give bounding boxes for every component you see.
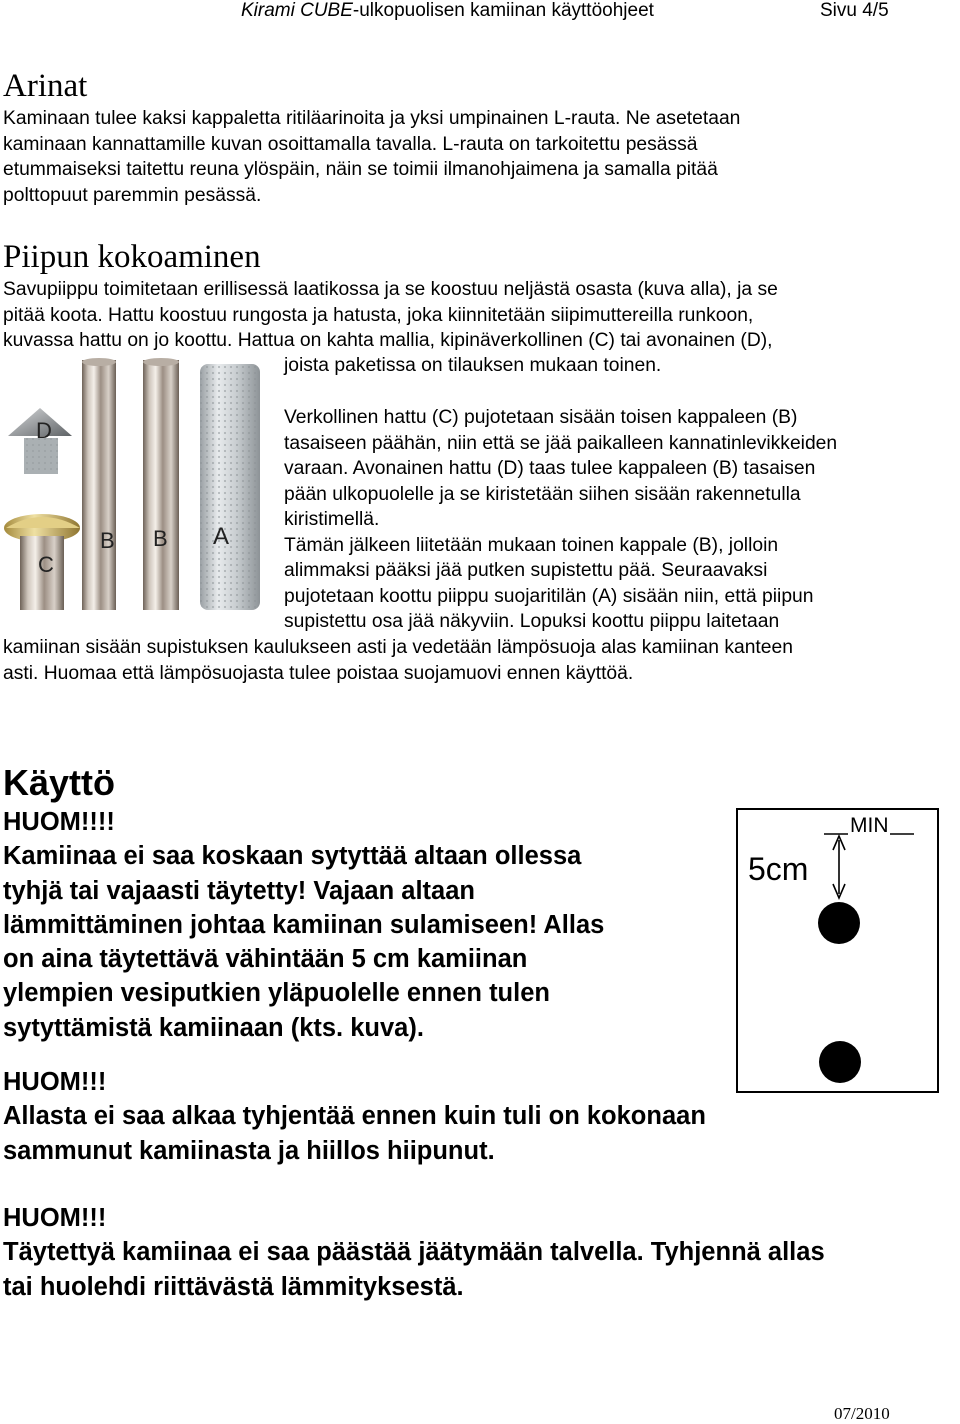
header-title-rest: -ulkopuolisen kamiinan käyttöohjeet (352, 0, 654, 21)
footer-date: 07/2010 (834, 1404, 890, 1423)
pipe-b-left (82, 358, 116, 610)
label-d: D (36, 418, 52, 443)
warning-line: on aina täytettävä vähintään 5 cm kamiinan (3, 945, 528, 974)
paragraph-line: joista paketissa on tilauksen mukaan toinen. (284, 355, 662, 376)
warning-line: ylempien vesiputkien yläpuolelle ennen tulen (3, 979, 550, 1008)
section-heading-piippu: Piipun kokoaminen (3, 239, 261, 275)
warning-huom: HUOM!!! (3, 1068, 107, 1096)
label-c: C (38, 552, 54, 577)
paragraph-line: kuvassa hattu on jo koottu. Hattua on kahta mallia, kipinäverkollinen (C) tai avonainen (D), (3, 330, 773, 351)
paragraph-line: Kaminaan tulee kaksi kappaletta ritiläarinoita ja yksi umpinainen L-rauta. Ne asetetaan (3, 108, 741, 129)
paragraph-line: Tämän jälkeen liitetään mukaan toinen kappale (B), jolloin (284, 534, 779, 556)
section-heading-kaytto: Käyttö (3, 762, 116, 803)
paragraph-line: supistettu osa jää näkyviin. Lopuksi koottu piippu laitetaan (284, 611, 780, 632)
paragraph-line: pujotetaan koottu piippu suojaritilän (A) sisään niin, että piipun (284, 585, 814, 607)
chimney-parts-illustration (0, 358, 272, 614)
paragraph-line: varaan. Avonainen hattu (D) taas tulee kappaleen (B) tasaisen (284, 458, 816, 479)
lower-water-pipe (819, 1041, 861, 1083)
upper-water-pipe (818, 902, 860, 944)
warning-3 (3, 1201, 825, 1304)
piippu-paragraph-right-1 (284, 353, 661, 379)
paragraph-line: pitää koota. Hattu koostuu rungosta ja hatusta, joka kiinnitetään siipimuttereilla runkoon, (3, 304, 754, 326)
paragraph-line: etummaiseksi taitettu reuna ylöspäin, näin se toimii ilmanohjaimena ja samalla pitää (3, 159, 718, 180)
piippu-paragraph-right-2 (284, 405, 837, 635)
warning-line: tai huolehdi riittävästä lämmityksestä. (3, 1272, 464, 1301)
warning-2 (3, 1065, 706, 1168)
pipe-b-right (143, 358, 179, 610)
paragraph-line: kaminaan kannattamille kuvan osoittamalla tavalla. L-rauta on tarkoitettu pesässä (3, 133, 698, 155)
label-b-left: B (100, 528, 115, 553)
paragraph-line: pään ulkopuolelle ja se kiristetään siihen sisään rakennetulla (284, 483, 801, 505)
warning-line: Täytettyä kamiinaa ei saa päästää jäätymään talvella. Tyhjennä allas (3, 1238, 825, 1267)
label-b-right: B (153, 526, 168, 551)
product-name: Kirami CUBE (241, 0, 353, 21)
paragraph-line: alimmaksi pääksi jää putken supistettu pää. Seuraavaksi (284, 560, 768, 581)
paragraph-line: asti. Huomaa että lämpösuojasta tulee poistaa suojamuovi ennen käyttöä. (3, 662, 634, 684)
page-number: Sivu 4/5 (820, 0, 889, 21)
paragraph-line: Savupiippu toimitetaan erillisessä laatikossa ja se koostuu neljästä osasta (kuva alla), ja se (3, 279, 778, 300)
paragraph-line: kamiinan sisään supistuksen kaulukseen asti ja vedetään lämpösuoja alas kamiinan kanteen (3, 637, 793, 658)
label-a: A (213, 523, 230, 550)
warning-huom: HUOM!!!! (3, 808, 115, 836)
warning-line: lämmittäminen johtaa kamiinan sulamiseen! Allas (3, 910, 605, 939)
warning-line: sytyttämistä kamiinaan (kts. kuva). (3, 1013, 424, 1042)
arinat-paragraph (3, 106, 740, 208)
document-header-title (241, 0, 654, 22)
warning-line: tyhjä tai vajaasti täytetty! Vajaan altaan (3, 876, 475, 905)
paragraph-line: kiristimellä. (284, 509, 380, 530)
warning-line: Kamiinaa ei saa koskaan sytyttää altaan ollessa (3, 842, 582, 871)
warning-1 (3, 805, 604, 1045)
min-label: MIN (850, 814, 889, 837)
paragraph-line: Verkollinen hattu (C) pujotetaan sisään toisen kappaleen (B) (284, 407, 798, 428)
pipe-a-mesh (200, 364, 260, 610)
piippu-paragraph-bottom (3, 635, 793, 686)
piippu-paragraph-intro (3, 277, 778, 354)
section-heading-arinat: Arinat (3, 68, 88, 104)
paragraph-line: tasaiseen päähän, niin että se jää paikalleen kannatinlevikkeiden (284, 432, 838, 454)
distance-label: 5cm (748, 851, 809, 887)
warning-line: Allasta ei saa alkaa tyhjentää ennen kuin tuli on kokonaan (3, 1102, 706, 1131)
paragraph-line: polttopuut paremmin pesässä. (3, 184, 262, 206)
warning-line: sammunut kamiinasta ja hiillos hiipunut. (3, 1136, 495, 1165)
warning-huom: HUOM!!! (3, 1204, 107, 1232)
water-level-diagram (736, 808, 940, 1094)
